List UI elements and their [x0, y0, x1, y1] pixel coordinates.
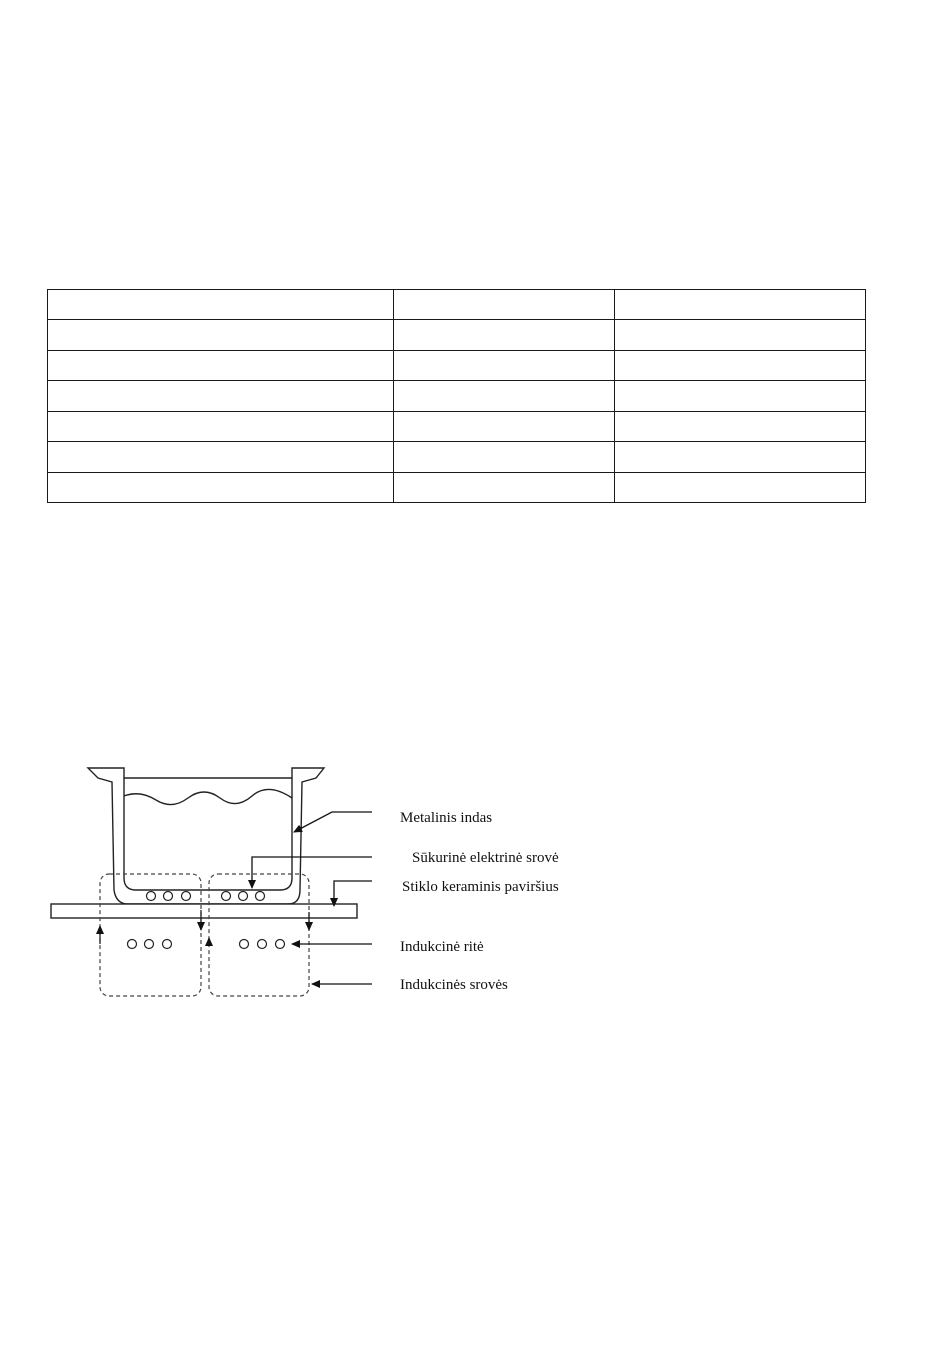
- table-cell: [394, 472, 615, 502]
- table-cell: [48, 381, 394, 411]
- table-row: [48, 472, 866, 502]
- table-cell: [48, 290, 394, 320]
- table-cell: [394, 411, 615, 441]
- table-cell: [48, 411, 394, 441]
- label-metal-pot: Metalinis indas: [400, 810, 493, 826]
- table-cell: [48, 320, 394, 350]
- induced-current-loops: [100, 874, 309, 996]
- glass-ceramic-plate: [51, 904, 357, 918]
- table-cell: [615, 290, 866, 320]
- table-cell: [48, 472, 394, 502]
- leader-lines: [252, 812, 372, 984]
- induction-cooking-diagram: [0, 740, 950, 1020]
- table-cell: [394, 381, 615, 411]
- table-cell: [48, 350, 394, 380]
- table-cell: [615, 472, 866, 502]
- table-cell: [615, 381, 866, 411]
- table-row: [48, 320, 866, 350]
- eddy-current-circles: [147, 892, 265, 901]
- table-row: [48, 411, 866, 441]
- table-cell: [394, 350, 615, 380]
- label-induction-coil: Indukcinė ritė: [400, 939, 484, 955]
- table-cell: [615, 442, 866, 472]
- table-cell: [394, 320, 615, 350]
- leader-metal-pot: [294, 812, 372, 832]
- table-row: [48, 350, 866, 380]
- table-cell: [615, 320, 866, 350]
- leader-eddy-current: [252, 857, 372, 888]
- leader-glass-surface: [334, 881, 372, 906]
- table-cell: [394, 442, 615, 472]
- label-glass-ceramic-surface: Stiklo keraminis paviršius: [402, 879, 559, 895]
- empty-table: [47, 289, 866, 503]
- table-row: [48, 290, 866, 320]
- table-cell: [394, 290, 615, 320]
- water-surface: [124, 789, 292, 804]
- table-cell: [48, 442, 394, 472]
- table-cell: [615, 350, 866, 380]
- table-row: [48, 381, 866, 411]
- metal-pot: [88, 768, 324, 904]
- label-eddy-current: Sūkurinė elektrinė srovė: [412, 850, 559, 866]
- table-cell: [615, 411, 866, 441]
- induction-coil-circles: [128, 940, 285, 949]
- table-row: [48, 442, 866, 472]
- label-induced-currents: Indukcinės srovės: [400, 977, 508, 993]
